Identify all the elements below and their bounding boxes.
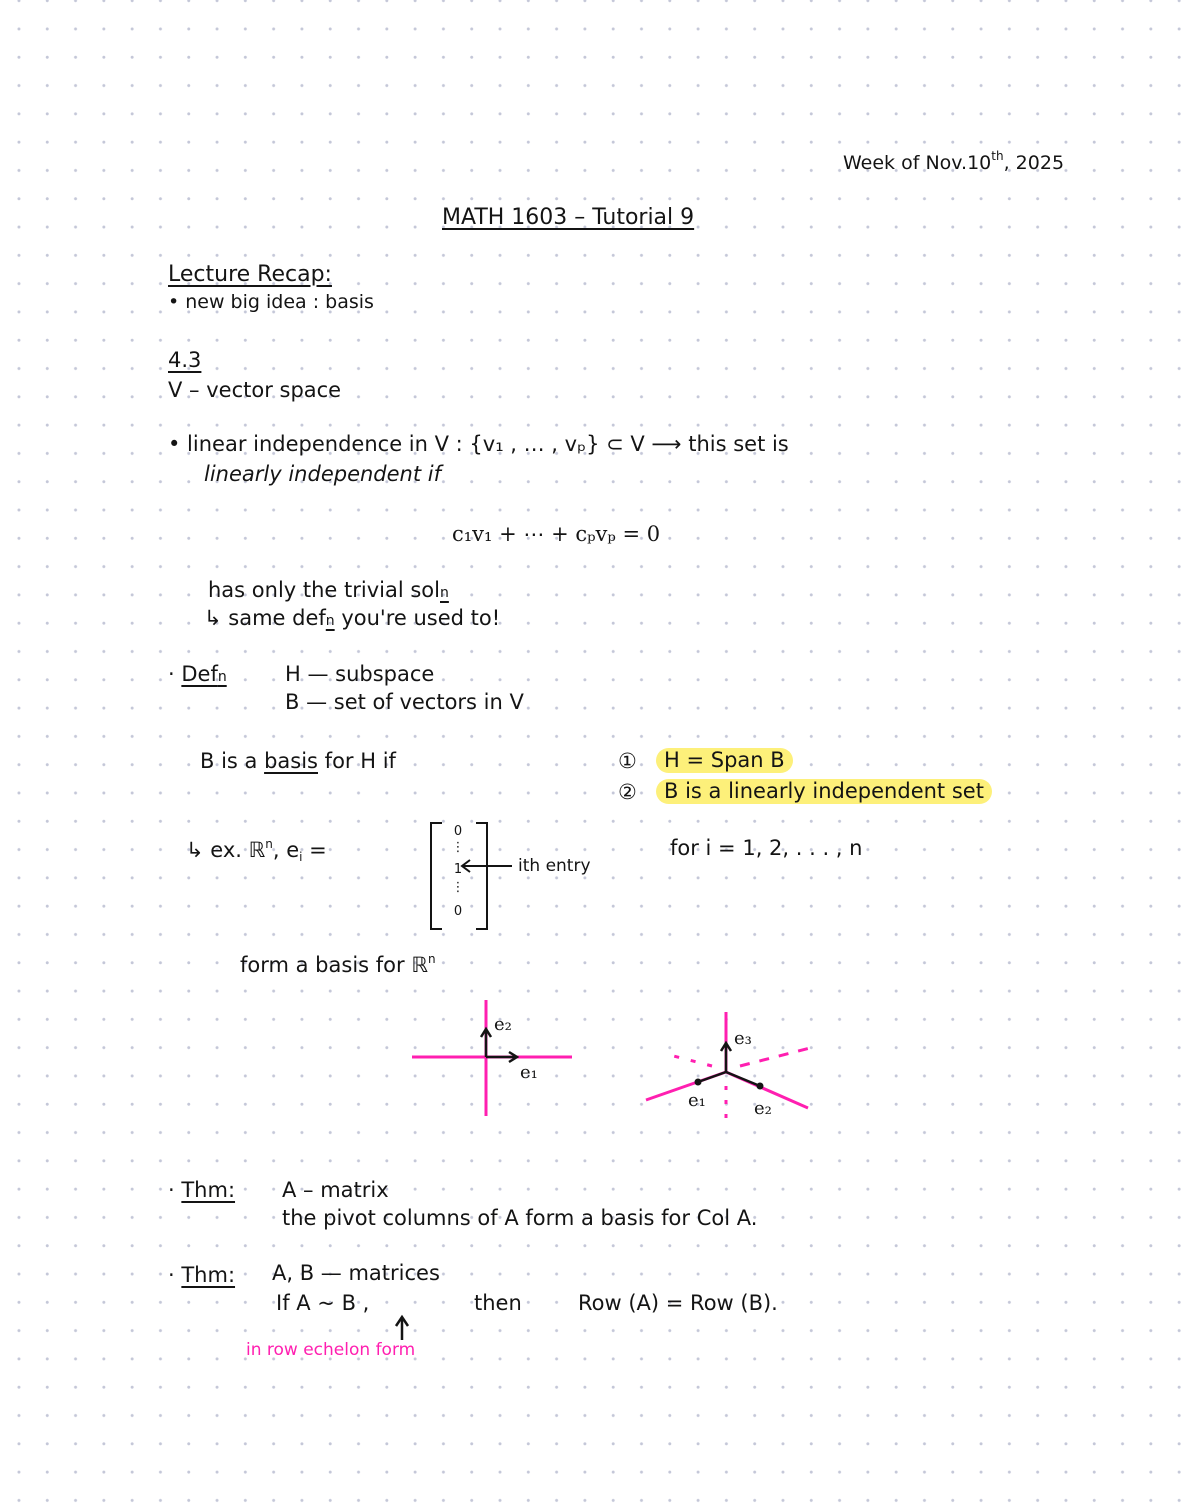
- vector-space-line: V – vector space: [168, 378, 342, 402]
- condition-2-number: ②: [618, 780, 637, 804]
- lin-indep-line2: linearly independent if: [204, 462, 441, 486]
- section-number: 4.3: [168, 348, 202, 372]
- vector-entry: 1: [453, 862, 463, 877]
- r2-e2-label: e₂: [494, 1014, 512, 1035]
- page-title: MATH 1603 – Tutorial 9: [442, 205, 695, 230]
- same-text: ↳ same def: [204, 606, 326, 630]
- theorem1-line2: the pivot columns of A form a basis for Col A.: [282, 1206, 758, 1230]
- lin-comb-equation: c₁v₁ + ⋯ + cₚvₚ = 0: [452, 522, 661, 546]
- bullet: ·: [168, 1263, 182, 1287]
- week-year: , 2025: [1003, 152, 1065, 174]
- form-basis-text: form a basis for ℝ: [240, 953, 428, 977]
- bullet: ·: [168, 662, 182, 686]
- condition-2: B is a linearly independent set: [656, 779, 992, 804]
- echelon-note: in row echelon form: [246, 1340, 416, 1360]
- theorem1-line1: A – matrix: [282, 1178, 389, 1202]
- vector-entry: ⋮: [451, 840, 465, 855]
- r3-e3-label: e₃: [734, 1028, 752, 1049]
- week-superscript: th: [991, 149, 1004, 163]
- example-ei: , e: [272, 838, 300, 862]
- basis-word: basis: [264, 749, 318, 773]
- form-basis-sup: n: [427, 952, 436, 966]
- basis-pre: B is a: [200, 749, 265, 773]
- example-ei-eq: =: [302, 838, 327, 862]
- theorem2-if: If A ~ B ,: [276, 1291, 370, 1315]
- bullet: ·: [168, 1178, 182, 1202]
- r3-e1-label: e₁: [688, 1090, 706, 1111]
- vector-entry: 0: [453, 824, 463, 839]
- trivial-text: has only the trivial sol: [208, 578, 440, 602]
- recap-heading: Lecture Recap:: [168, 262, 332, 287]
- def-text: Defn: [181, 662, 227, 686]
- same-end: you're used to!: [334, 606, 501, 630]
- vector-entry: 0: [453, 904, 463, 919]
- r3-e2-label: e₂: [754, 1098, 772, 1119]
- index-range: for i = 1, 2, . . . , n: [670, 836, 863, 860]
- entry-label: ith entry: [518, 856, 591, 876]
- theorem2-line1: A, B — matrices: [272, 1261, 440, 1285]
- vector-entry: ⋮: [451, 880, 465, 895]
- lin-indep-line1: • linear independence in V : {v₁ , … , vₚ} ⊂ V ⟶ this set is: [168, 432, 789, 456]
- condition-1-number: ①: [618, 749, 637, 773]
- def-h-line: H — subspace: [285, 662, 435, 686]
- basis-post: for H if: [318, 749, 396, 773]
- theorem1-label-text: Thm:: [181, 1178, 236, 1202]
- example-ei-sub: i: [299, 850, 303, 864]
- week-text: Week of Nov.10: [843, 152, 992, 174]
- trivial-suffix: n: [440, 585, 449, 601]
- theorem2-label-text: Thm:: [181, 1263, 236, 1287]
- example-prefix-sup: n: [265, 837, 273, 851]
- condition-1: H = Span B: [656, 748, 793, 773]
- same-suffix: n: [325, 613, 335, 629]
- example-prefix: ↳ ex. ℝ: [186, 838, 266, 862]
- recap-bullet: • new big idea : basis: [168, 291, 374, 313]
- theorem2-then: then: [474, 1291, 522, 1315]
- r2-e1-label: e₁: [520, 1062, 538, 1083]
- theorem2-result: Row (A) = Row (B).: [578, 1291, 778, 1315]
- def-b-line: B — set of vectors in V: [285, 690, 524, 714]
